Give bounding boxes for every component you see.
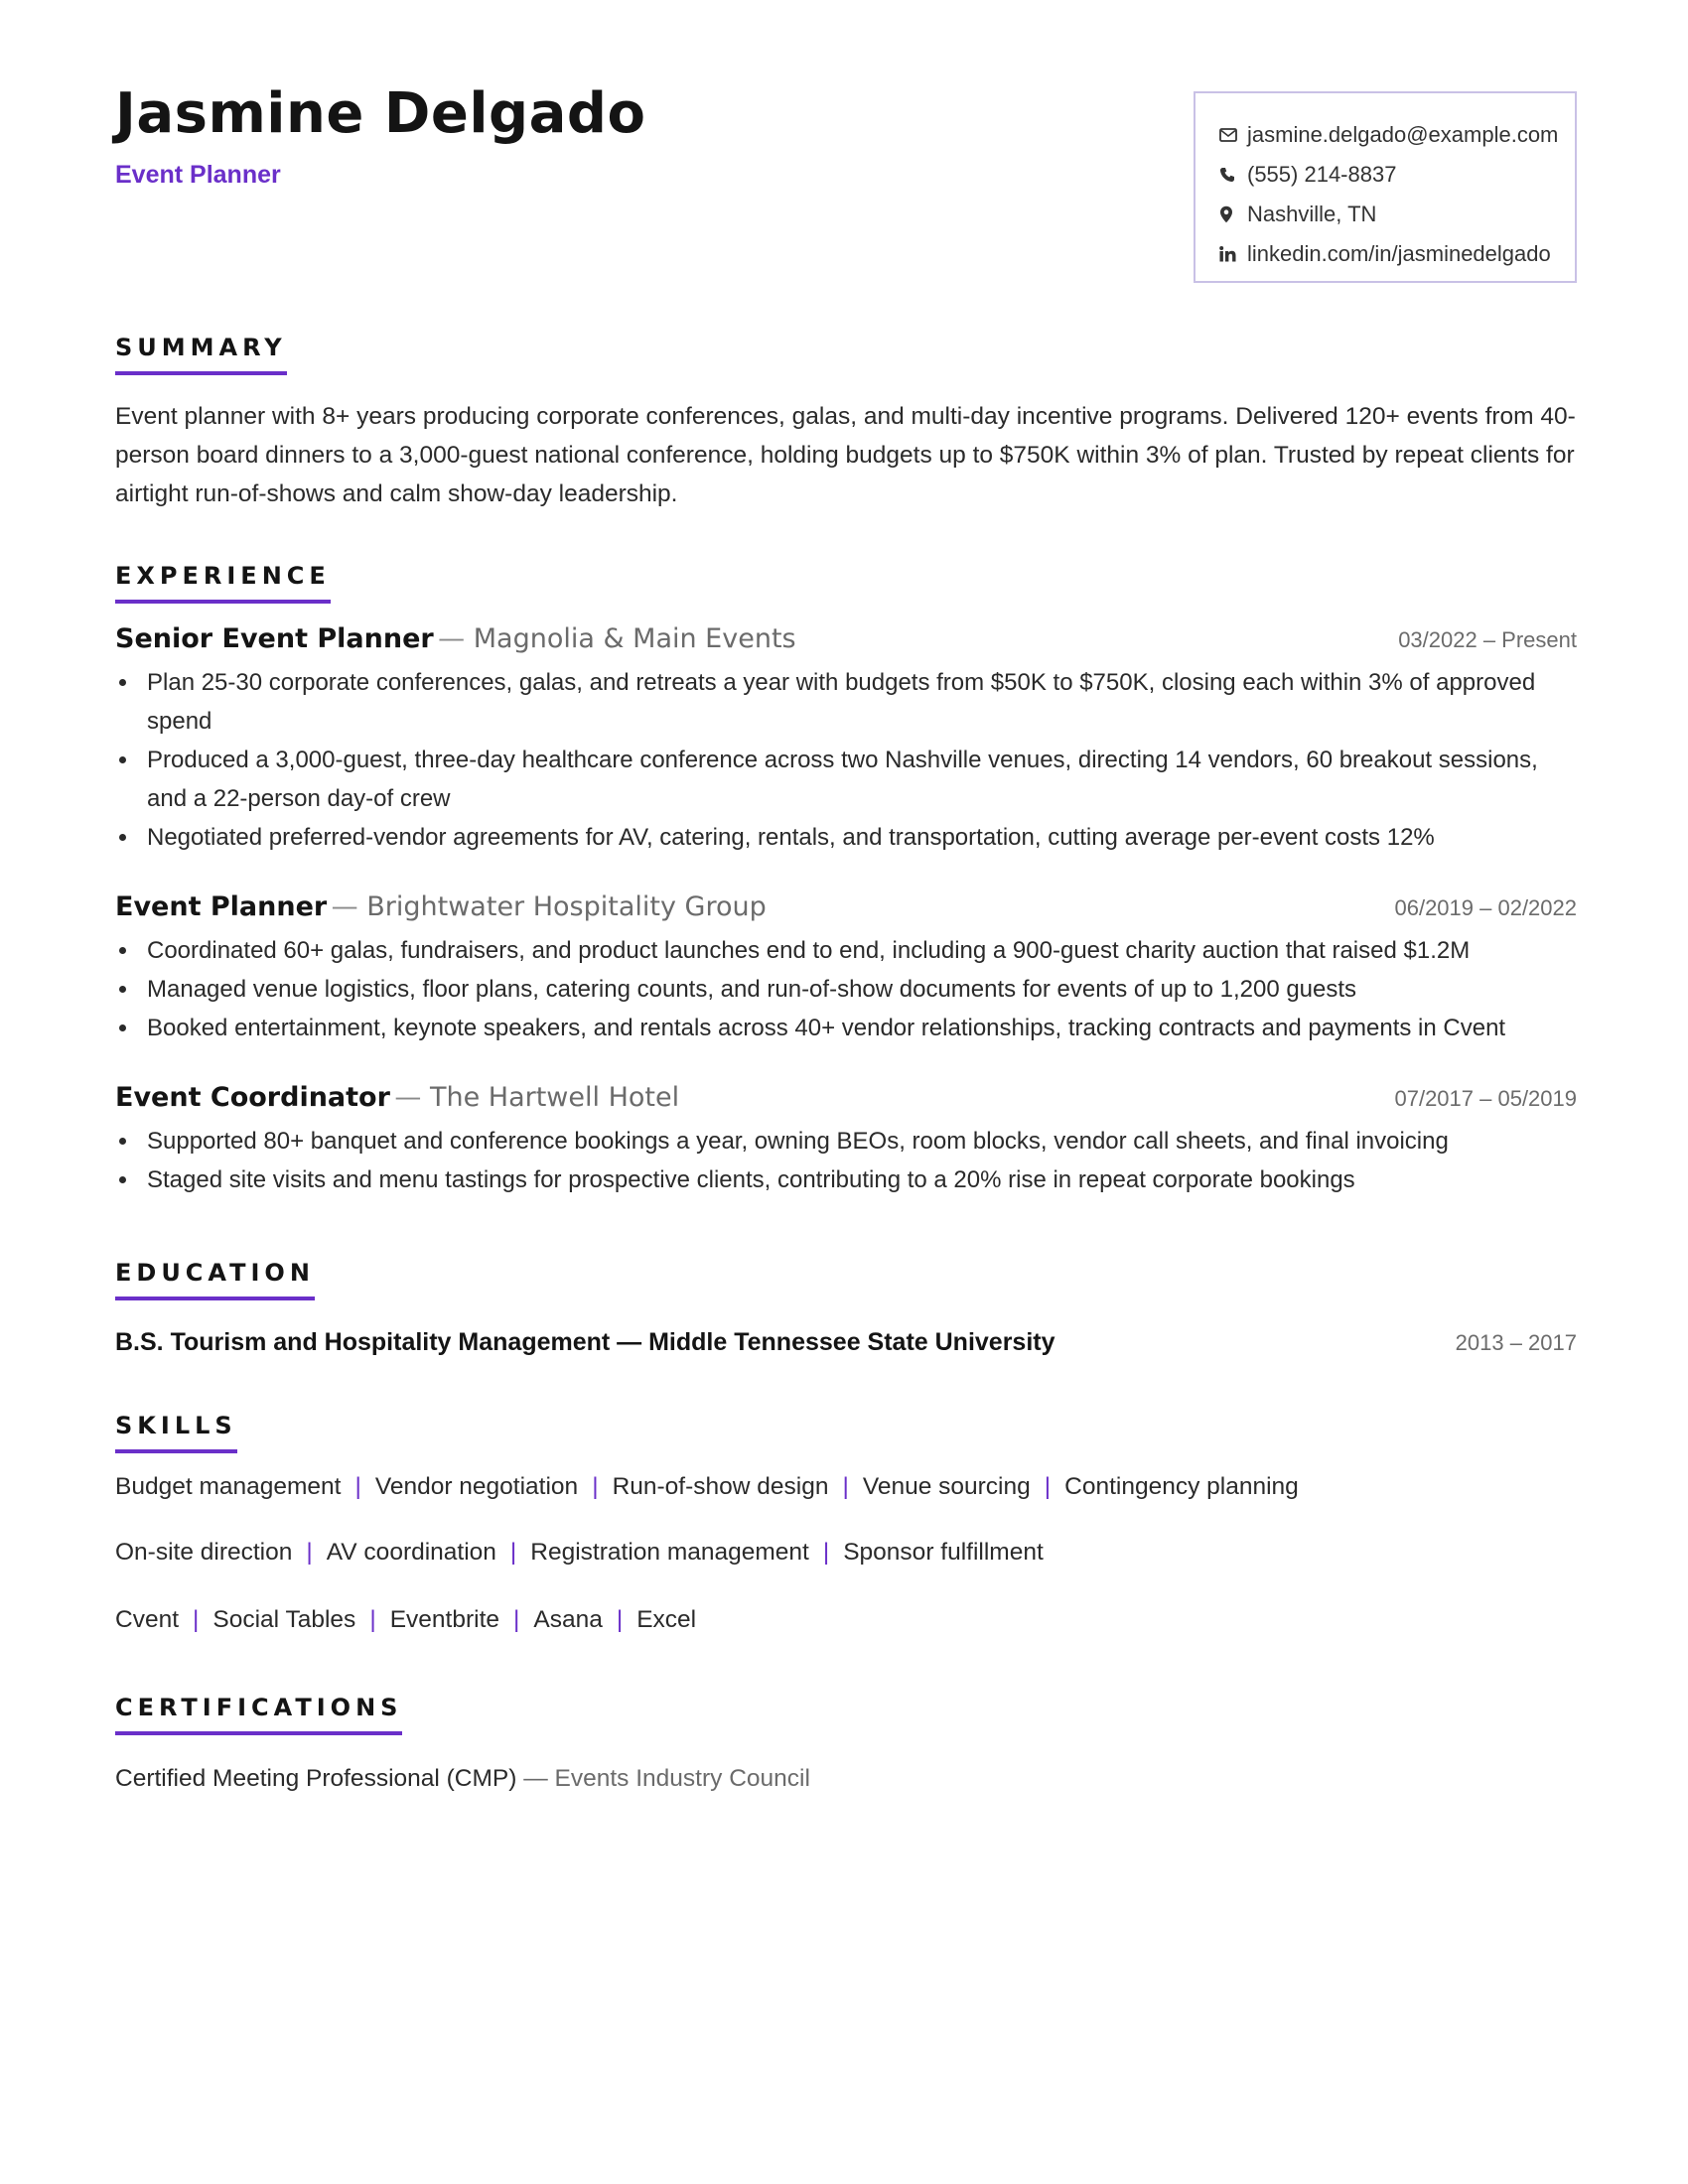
skill-item: Venue sourcing	[862, 1473, 1031, 1500]
contact-location	[1219, 195, 1575, 234]
skill-separator: |	[354, 1473, 361, 1500]
skill-item: Registration management	[530, 1539, 809, 1566]
certification-entry	[115, 1765, 810, 1793]
linkedin-icon	[1219, 246, 1247, 262]
job-bullet: Booked entertainment, keynote speakers, and rentals across 40+ vendor relationships, tracking contracts and payments in Cvent	[115, 1009, 1577, 1047]
skills-row	[115, 1606, 696, 1634]
job-company: The Hartwell Hotel	[429, 1082, 680, 1113]
job-bullets	[115, 931, 1577, 1047]
education-heading: EDUCATION	[115, 1261, 315, 1300]
certifications-heading: CERTIFICATIONS	[115, 1696, 402, 1735]
skill-separator: |	[842, 1473, 849, 1500]
skill-item: Cvent	[115, 1606, 180, 1633]
skill-item: AV coordination	[326, 1539, 496, 1566]
job-bullet: Produced a 3,000-guest, three-day healthcare conference across two Nashville venues, directing 14 vendors, 60 breakout sessions, and a 22-person day-of crew	[115, 741, 1577, 818]
skill-separator: |	[592, 1473, 599, 1500]
contact-phone-text: (555) 214-8837	[1247, 162, 1397, 187]
education-years: 2013 – 2017	[1455, 1330, 1577, 1355]
summary-heading: SUMMARY	[115, 336, 287, 375]
job-title: Event Coordinator	[115, 1082, 390, 1113]
contact-phone[interactable]	[1219, 155, 1575, 195]
phone-icon	[1219, 167, 1247, 183]
skill-item: On-site direction	[115, 1539, 293, 1566]
job-title: Event Planner	[115, 891, 328, 922]
skill-separator: |	[822, 1539, 830, 1566]
job-dates: 06/2019 – 02/2022	[1394, 895, 1577, 920]
skill-separator: |	[306, 1539, 313, 1566]
job-bullets	[115, 663, 1577, 857]
job-company: Brightwater Hospitality Group	[366, 891, 767, 922]
job-dates: 07/2017 – 05/2019	[1394, 1086, 1577, 1111]
certification-issuer: — Events Industry Council	[523, 1765, 810, 1792]
job-separator: —	[394, 1082, 422, 1113]
envelope-icon	[1219, 128, 1247, 142]
job-dates: 03/2022 – Present	[1398, 627, 1577, 652]
job-separator: —	[438, 623, 466, 654]
contact-location-text: Nashville, TN	[1247, 202, 1377, 226]
job-entry	[115, 891, 1577, 1047]
skill-item: Run-of-show design	[612, 1473, 829, 1500]
skill-separator: |	[1044, 1473, 1052, 1500]
job-header	[115, 1082, 1577, 1122]
job-bullet: Managed venue logistics, floor plans, catering counts, and run-of-show documents for events of up to 1,200 guests	[115, 970, 1577, 1009]
skill-separator: |	[193, 1606, 200, 1633]
skills-row	[115, 1539, 1044, 1567]
skill-item: Contingency planning	[1064, 1473, 1299, 1500]
experience-heading: EXPERIENCE	[115, 564, 331, 604]
job-header	[115, 891, 1577, 931]
job-bullet: Coordinated 60+ galas, fundraisers, and product launches end to end, including a 900-guest charity auction that raised $1.2M	[115, 931, 1577, 970]
skill-separator: |	[513, 1606, 520, 1633]
skill-item: Budget management	[115, 1473, 342, 1500]
contact-linkedin[interactable]	[1219, 234, 1575, 274]
resume-page	[115, 0, 1577, 2184]
summary-text: Event planner with 8+ years producing corporate conferences, galas, and multi-day incentive programs. Delivered 120+ events from 40-person board dinners to a 3,000-guest national conference, holding budgets up to $750K within 3% of plan. Trusted by repeat clients for airtight run-of-shows and calm show-day leadership.	[115, 403, 1576, 507]
job-bullet: Plan 25-30 corporate conferences, galas, and retreats a year with budgets from $50K to $750K, closing each within 3% of approved spend	[115, 663, 1577, 741]
skill-item: Asana	[533, 1606, 603, 1633]
candidate-name: Jasmine Delgado	[115, 81, 646, 146]
job-title: Senior Event Planner	[115, 623, 434, 654]
contact-linkedin-text: linkedin.com/in/jasminedelgado	[1247, 241, 1551, 266]
contact-email[interactable]	[1219, 115, 1575, 155]
education-degree: B.S. Tourism and Hospitality Management — Middle Tennessee State University	[115, 1328, 1055, 1356]
skill-separator: |	[616, 1606, 624, 1633]
job-separator: —	[331, 891, 358, 922]
job-bullet: Supported 80+ banquet and conference bookings a year, owning BEOs, room blocks, vendor call sheets, and final invoicing	[115, 1122, 1577, 1160]
education-entry	[115, 1328, 1577, 1357]
skill-item: Excel	[636, 1606, 697, 1633]
job-header	[115, 623, 1577, 663]
skill-separator: |	[369, 1606, 376, 1633]
job-bullet: Negotiated preferred-vendor agreements for AV, catering, rentals, and transportation, cutting average per-event costs 12%	[115, 818, 1577, 857]
job-bullet: Staged site visits and menu tastings for prospective clients, contributing to a 20% rise in repeat corporate bookings	[115, 1160, 1577, 1199]
contact-email-text: jasmine.delgado@example.com	[1247, 122, 1559, 147]
skills-row	[115, 1473, 1299, 1501]
skills-heading: SKILLS	[115, 1414, 237, 1453]
job-bullets	[115, 1122, 1577, 1199]
skill-item: Sponsor fulfillment	[843, 1539, 1044, 1566]
certification-name: Certified Meeting Professional (CMP)	[115, 1765, 517, 1792]
skill-item: Eventbrite	[389, 1606, 499, 1633]
candidate-role: Event Planner	[115, 161, 281, 189]
contact-box	[1194, 91, 1577, 283]
skill-item: Vendor negotiation	[374, 1473, 579, 1500]
job-entry	[115, 1082, 1577, 1199]
location-pin-icon	[1219, 205, 1247, 223]
job-entry	[115, 623, 1577, 857]
skill-item: Social Tables	[212, 1606, 356, 1633]
skill-separator: |	[509, 1539, 517, 1566]
job-company: Magnolia & Main Events	[473, 623, 796, 654]
